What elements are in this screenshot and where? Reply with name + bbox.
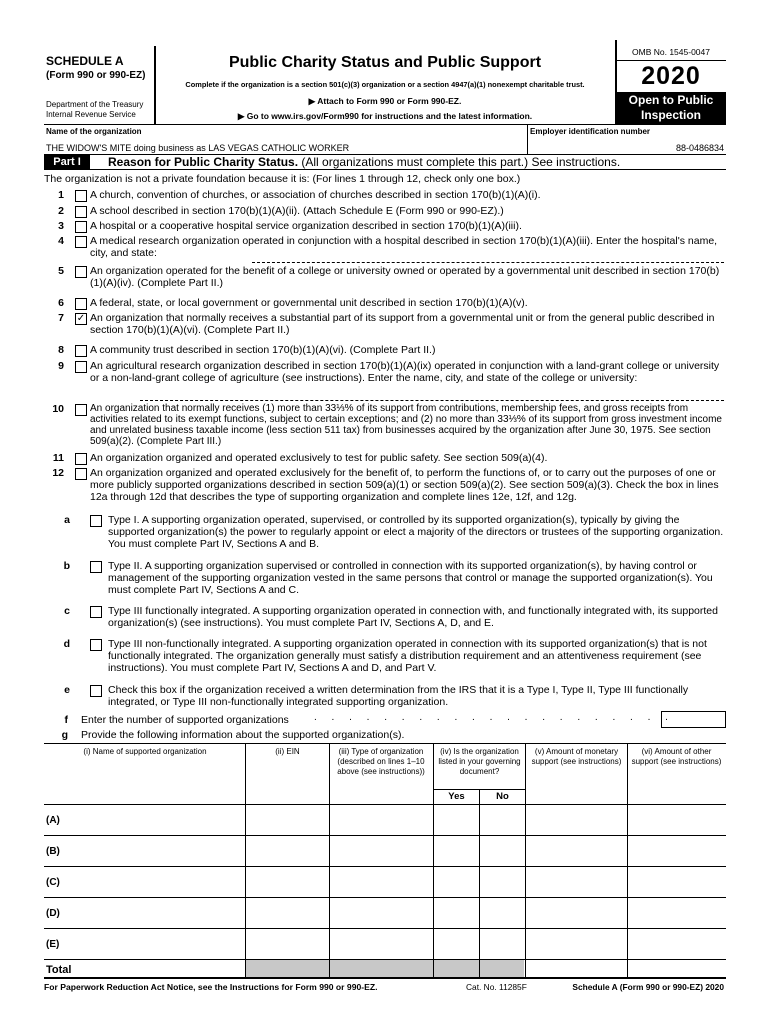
line-checkbox[interactable] [75,221,87,233]
line-text: An organization that normally receives (1) more than 33⅓% of its support from contributions, membership fees, and gross receipts from activities related to its exempt functions, subject to certain exceptions; and (2) no more than 33⅓% of its support from gross investment income and unrelated business taxable income (less section 511 tax) from businesses acquired by the organization after June 30, 1975. See section 509(a)(2). (Complete Part III.) [90,403,722,447]
col-governing-header: (iv) Is the organization listed in your governing document? [438,747,521,776]
part-intro: The organization is not a private foundation because it is: (For lines 1 through 12, check only one box.) [44,173,521,185]
line-text: A school described in section 170(b)(1)(A)(ii). (Attach Schedule E (Form 990 or 990-EZ).) [90,205,504,217]
line-text: A church, convention of churches, or association of churches described in section 170(b)(1)(A)(i). [90,189,541,201]
line-text: An organization operated for the benefit of a college or university owned or operated by a governmental unit described in section 170(b)(1)(A)(iv). (Complete Part II.) [90,265,720,289]
line-number: 11 [52,452,64,464]
line-checkbox[interactable] [75,453,87,465]
line-number: 12 [52,467,64,479]
supported-org-count-input[interactable] [661,711,726,728]
subline-text: Type II. A supporting organization supervised or controlled in connection with its supported organization(s), by having control or management of the supporting organization vested in the same persons that control or manage the supported organization(s). You must complete Part IV, Sections A and C. [108,560,713,596]
line-checkbox[interactable] [75,361,87,373]
col-type-header: (iii) Type of organization (described on lines 1–10 above (see instructions)) [337,747,425,776]
part-title-rest: (All organizations must complete this part.) See instructions. [298,155,621,169]
total-row-label: Total [46,964,72,976]
form-reference: (Form 990 or 990-EZ) [46,70,146,81]
subline-checkbox[interactable] [90,515,102,527]
line-number: 8 [58,344,64,356]
instruction-line-2: ▶ Attach to Form 990 or Form 990-EZ. [308,96,462,106]
line-checkbox[interactable] [75,404,87,416]
col-yes-header: Yes [448,791,465,802]
line-number: 9 [58,360,64,372]
line-checkbox[interactable] [75,468,87,480]
col-other-support-header: (vi) Amount of other support (see instructions) [631,747,722,766]
line-text: An organization organized and operated exclusively to test for public safety. See section 509(a)(4). [90,452,548,464]
line-checkbox[interactable] [75,190,87,202]
subline-checkbox[interactable] [90,685,102,697]
tax-year: 2020 [641,62,701,90]
table-row: (A) [46,815,60,826]
line-checkbox[interactable] [75,298,87,310]
instruction-line-3: ▶ Go to www.irs.gov/Form990 for instructions and the latest information. [237,111,533,121]
line-number: 7 [58,312,64,324]
subline-letter: b [63,560,70,572]
part-title [108,155,620,169]
line-g-text: Provide the following information about the supported organization(s). [81,729,405,741]
table-row: (C) [46,877,60,888]
open-line-2: Inspection [640,108,701,122]
line-text: A hospital or a cooperative hospital service organization described in section 170(b)(1)(A)(iii). [90,220,522,232]
subline-checkbox[interactable] [90,561,102,573]
irs-label: Internal Revenue Service [46,110,136,119]
line-text: A medical research organization operated in conjunction with a hospital described in section 170(b)(1)(A)(iii). Enter the hospital's name, city, and state: [90,235,718,259]
subline-letter: c [64,605,70,617]
paperwork-notice: For Paperwork Reduction Act Notice, see the Instructions for Form 990 or 990-EZ. [44,982,378,992]
subline-checkbox[interactable] [90,606,102,618]
line-checkbox[interactable] [75,345,87,357]
table-row: (E) [46,939,60,950]
line-checkbox[interactable] [75,206,87,218]
catalog-number: Cat. No. 11285F [466,982,527,992]
schedule-label: SCHEDULE A [46,54,124,68]
col-monetary-header: (v) Amount of monetary support (see instructions) [531,747,622,766]
table-row: (D) [46,908,60,919]
line-checkbox[interactable]: ✓ [76,313,86,324]
line-g-letter: g [61,729,68,741]
ein-label: Employer identification number [530,127,651,136]
line-text: An organization that normally receives a substantial part of its support from a governmental unit or from the general public described in section 170(b)(1)(A)(vi). (Complete Part II.) [90,312,715,336]
line-number: 4 [58,235,64,247]
line-checkbox[interactable] [75,266,87,278]
part-title-bold: Reason for Public Charity Status. [108,155,299,169]
col-no-header: No [496,791,509,802]
line-text: An agricultural research organization described in section 170(b)(1)(A)(ix) operated in conjunction with a land-grant college or university or a non-land-grant college of agriculture (see instructions). Enter the name, city, and state of the college or university: [90,360,720,384]
open-line-1: Open to Public [628,93,714,107]
leader-dots: . . . . . . . . . . . . . . . . . . . . . [314,712,674,723]
subline-text: Type I. A supporting organization operated, supervised, or controlled by its supported organization(s), typically by giving the supported organization(s) the power to regularly appoint or elect a majority of the directors or trustees of the supporting organization. You must complete Part IV, Sections A and B. [108,514,724,550]
open-to-public-badge [616,92,726,124]
line-text: An organization organized and operated exclusively for the benefit of, to perform the functions of, or to carry out the purposes of one or more publicly supported organizations described in section 509(a)(1) or section 509(a)(2). See section 509(a)(3). Check the box in lines 12a through 12d that describes the type of supporting organization and complete lines 12e, 12f, and 12g. [90,467,719,503]
line-checkbox[interactable] [75,236,87,248]
line-number: 5 [58,265,64,277]
org-name-label: Name of the organization [46,127,142,136]
line-text: A federal, state, or local government or governmental unit described in section 170(b)(1)(A)(v). [90,297,528,309]
col-name-header: (i) Name of supported organization [83,747,207,756]
omb-number: OMB No. 1545-0047 [632,47,710,57]
line-text: A community trust described in section 170(b)(1)(A)(vi). (Complete Part II.) [90,344,436,356]
line-number: 1 [58,189,64,201]
org-name[interactable]: THE WIDOW'S MITE doing business as LAS VEGAS CATHOLIC WORKER [46,143,350,153]
line-number: 6 [58,297,64,309]
line-f-text: Enter the number of supported organizations [81,714,289,726]
line-number: 3 [58,220,64,232]
subline-text: Type III non-functionally integrated. A supporting organization operated in connection with its supported organization(s) that is not functionally integrated. The organization generally must satisfy a distribution requirement and an attentiveness requirement (see instructions). You must complete Part IV, Sections A and D, and Part V. [108,638,707,674]
ein-value[interactable]: 88-0486834 [675,143,724,153]
line-number: 2 [58,205,64,217]
line-f-letter: f [64,714,68,726]
col-ein-header: (ii) EIN [275,747,300,756]
subline-text: Check this box if the organization received a written determination from the IRS that it is a Type I, Type II, Type III functionally integrated, or Type III non-functionally integrated supporting organization. [108,684,689,708]
line-number: 10 [52,403,64,415]
instruction-line-1: Complete if the organization is a section 501(c)(3) organization or a section 4947(a)(1) nonexempt charitable trust. [185,80,585,89]
subline-letter: e [64,684,70,696]
part-label: Part I [44,155,90,169]
footer-schedule: Schedule A (Form 990 or 990-EZ) 2020 [572,982,724,992]
subline-letter: a [64,514,70,526]
department-label: Department of the Treasury [46,100,144,109]
subline-letter: d [63,638,70,650]
subline-text: Type III functionally integrated. A supporting organization operated in connection with, and functionally integrated with, its supported organization(s) (see instructions). You must complete Part IV, Sections A, D, and E. [108,605,718,629]
subline-checkbox[interactable] [90,639,102,651]
table-row: (B) [46,846,60,857]
form-title: Public Charity Status and Public Support [228,54,542,71]
